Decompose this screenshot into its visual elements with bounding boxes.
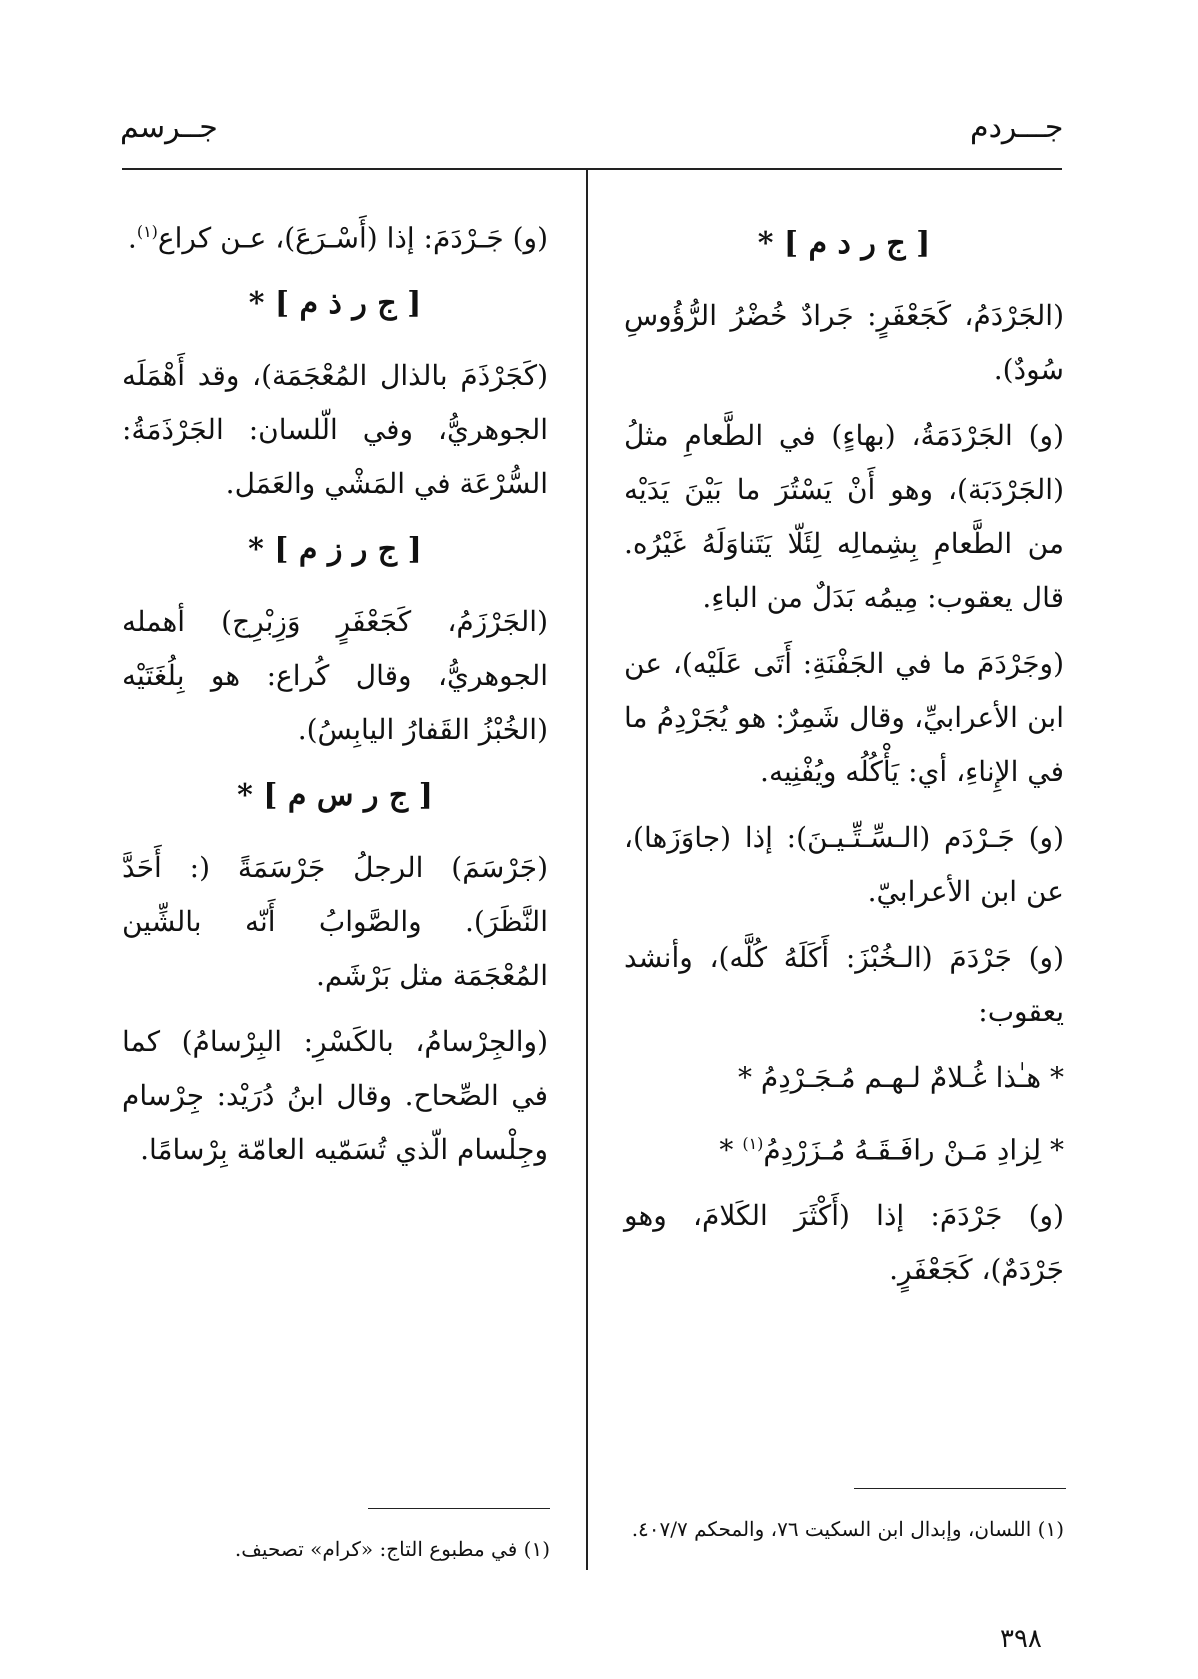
paragraph-text: (و) جَـرْدَمَ: إذا (أَسْـرَعَ)، عـن كراع <box>157 221 548 255</box>
page-number: ٣٩٨ <box>1000 1624 1042 1654</box>
paragraph: (و) الجَرْدَمَةُ، (بهاءٍ) في الطَّعامِ مثلُ (الجَرْدَبَة)، وهو أَنْ يَسْتُرَ ما بَيْنَ يَدَيْه من الطَّعامِ بِشِمالِه لِئَلّا يَتَناوَلَهُ غَيْرُه. قال يعقوب: مِيمُه بَدَلٌ من الباءِ. <box>624 419 1064 614</box>
entry-heading-jrzm: [ ج ر ز م ] * <box>248 532 422 568</box>
header-entry-left: جــرسم <box>120 110 218 145</box>
verse-end: * <box>719 1133 743 1167</box>
footnote-left: (١) في مطبوع التاج: «كرام» تصحيف. <box>234 1537 550 1561</box>
entry-heading-jrsm: [ ج ر س م ] * <box>237 778 433 814</box>
left-column <box>122 205 548 1189</box>
footnote-right: (١) اللسان، وإبدال ابن السكيت ٧٦، والمحكم ٤٠٧/٧. <box>631 1517 1064 1541</box>
paragraph: (وجَرْدَمَ ما في الجَفْنَةِ: أَتَى عَلَيْه)، عن ابن الأعرابيِّ، وقال شَمِرٌ: هو يُجَرْدِمُ ما في الإِناءِ، أي: يَأْكُلُه ويُفْنِيه. <box>624 647 1064 788</box>
paragraph: (و) جَرْدَمَ (الـخُبْزَ: أَكَلَهُ كُلَّه)، وأنشد يعقوب: <box>624 941 1064 1028</box>
header-rule <box>122 168 1062 170</box>
right-column <box>624 205 1064 1309</box>
verse-line <box>624 1117 1064 1177</box>
paragraph: (كَجَرْذَمَ بالذال المُعْجَمَة)، وقد أَهْمَلَه الجوهريُّ، وفي الّلسان: الجَرْذَمَةُ: السُّرْعَة في المَشْي والعَمَل. <box>122 359 548 501</box>
column-divider <box>586 170 588 1570</box>
verse-line: * هـٰذا غُـلامٌ لـهـم مُـجَـرْدِمُ * <box>737 1061 1064 1094</box>
paragraph: (والجِرْسامُ، بالكَسْرِ: البِرْسامُ) كما في الصِّحاح. وقال ابنُ دُرَيْد: جِرْسام وجِلْسام الّذي تُسَمّيه العامّة بِرْسامًا. <box>122 1025 548 1167</box>
paragraph: (جَرْسَمَ) الرجلُ جَرْسَمَةً (: أَحَدَّ النَّظَرَ). والصَّوابُ أَنّه بالشِّين المُعْجَمَة مثل بَرْشَم. <box>122 851 548 993</box>
paragraph <box>122 205 548 265</box>
footnote-marker: (١) <box>136 222 158 241</box>
paragraph: (الجَرْزَمُ، كَجَعْفَرٍ وَزِبْرِج) أهمله الجوهريُّ، وقال كُراع: هو بِلُغَتَيْه (الخُبْزُ القَفارُ اليابِسُ). <box>122 605 548 747</box>
footnote-rule <box>854 1488 1066 1489</box>
paragraph: (و) جَـرْدَم (الـسِّـتِّـيـنَ): إذا (جاوَزَها)، عن ابن الأعرابيّ. <box>624 821 1064 908</box>
paragraph-end: . <box>127 221 137 255</box>
verse-text: * لِزادِ مَـنْ رافَـقَـهُ مُـزَرْدِمُ <box>763 1133 1064 1167</box>
entry-heading-jrthm: [ ج ر ذ م ] * <box>248 286 422 322</box>
header-entry-right: جـــردم <box>970 110 1064 145</box>
footnote-marker: (١) <box>742 1134 764 1153</box>
paragraph: (و) جَرْدَمَ: إذا (أَكْثَرَ الكَلامَ، وهو جَرْدَمٌ)، كَجَعْفَرٍ. <box>624 1199 1064 1287</box>
paragraph: (الجَرْدَمُ، كَجَعْفَرٍ: جَرادٌ خُضْرُ الرُّؤُوسِ سُودٌ). <box>624 299 1064 386</box>
entry-heading-jrdm: [ ج ر د م ] * <box>757 226 931 261</box>
footnote-rule <box>368 1508 550 1509</box>
